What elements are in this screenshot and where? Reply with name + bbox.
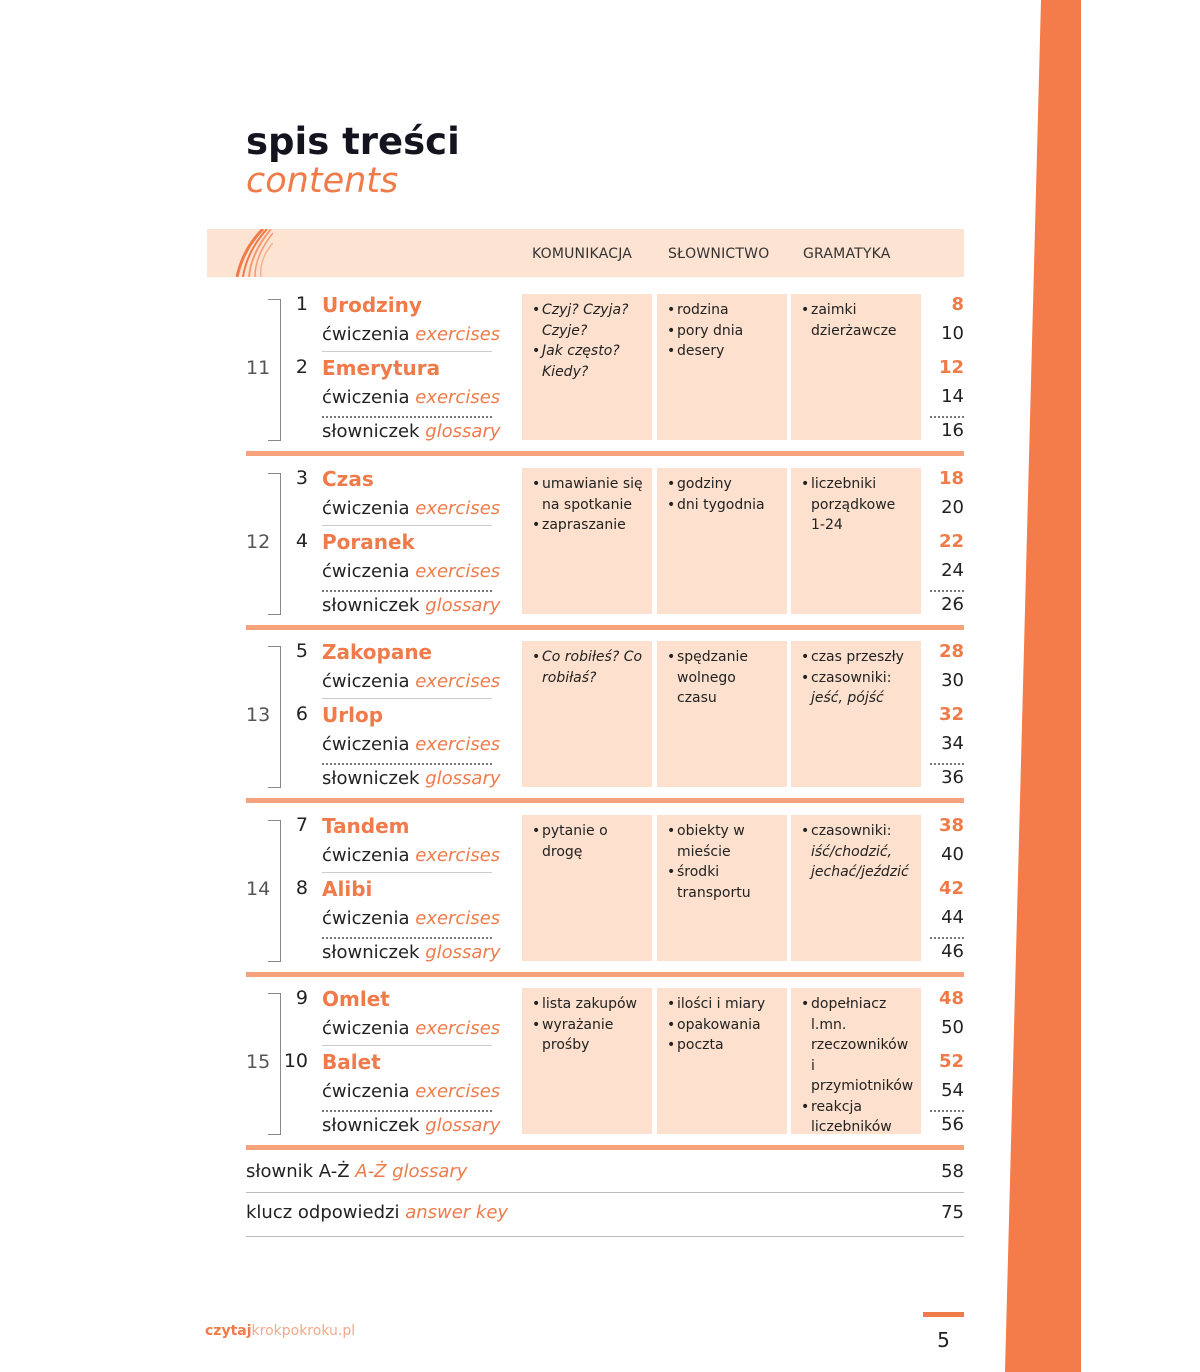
lesson-page-number: 48 [938, 988, 964, 1009]
footer-page-number: 5 [937, 1328, 950, 1352]
lesson-number: 7 [295, 814, 308, 836]
lesson-title[interactable]: Zakopane [322, 640, 433, 664]
bullet-item [667, 300, 779, 321]
bullet-text: godziny [677, 476, 732, 492]
lesson-page-number: 22 [938, 531, 964, 552]
exercises-label-en: exercises [415, 498, 501, 519]
column-header-komunikacja: KOMUNIKACJA [532, 246, 633, 262]
exercises-label-pl: ćwiczenia [322, 498, 410, 519]
lesson-page-number: 28 [938, 641, 964, 662]
slownictwo-box [657, 988, 787, 1134]
bullet-item [801, 994, 913, 1097]
dotted-divider [930, 763, 964, 765]
footer-accent-bar [923, 1312, 964, 1317]
dotted-divider [322, 416, 492, 418]
bullet-item [532, 821, 644, 862]
bullet-text: rodzina [677, 302, 729, 318]
bullet-text: liczebniki porządkowe 1-24 [811, 476, 896, 533]
komunikacja-box [522, 468, 652, 614]
exercises-page-number: 40 [941, 844, 964, 865]
exercises-link[interactable] [322, 908, 500, 929]
unit-separator [246, 1145, 964, 1150]
page-title: spis treści [246, 120, 460, 163]
lesson-title[interactable]: Poranek [322, 530, 415, 554]
bullet-text: ilości i miary [677, 996, 766, 1012]
glossary-link[interactable] [322, 595, 501, 616]
lesson-page-number: 52 [938, 1051, 964, 1072]
divider [322, 698, 492, 699]
exercises-link[interactable] [322, 734, 500, 755]
komunikacja-box [522, 641, 652, 787]
lesson-page-number: 42 [938, 878, 964, 899]
gramatyka-box [791, 988, 921, 1134]
glossary-label-en: glossary [425, 1115, 501, 1136]
bullet-item [532, 515, 644, 536]
slownictwo-box [657, 815, 787, 961]
toc-row-label: słownik A-Ż [246, 1161, 350, 1182]
exercises-label-en: exercises [415, 1018, 501, 1039]
bullet-text: dni tygodnia [677, 496, 765, 513]
exercises-label-pl: ćwiczenia [322, 324, 410, 345]
unit-block [246, 985, 964, 1145]
bullet-item [801, 821, 913, 883]
slownictwo-box [657, 468, 787, 614]
page-number: 75 [941, 1202, 964, 1223]
glossary-label-en: glossary [425, 595, 501, 616]
bullet-text: zapraszanie [542, 517, 626, 533]
dotted-divider [322, 937, 492, 939]
exercises-page-number: 50 [941, 1017, 964, 1038]
lesson-title[interactable]: Urodziny [322, 293, 422, 317]
lesson-page-number: 32 [938, 704, 964, 725]
column-header-slownictwo: SŁOWNICTWO [668, 246, 770, 262]
exercises-label-en: exercises [415, 324, 501, 345]
exercises-link[interactable] [322, 561, 500, 582]
glossary-page-number: 36 [941, 767, 964, 788]
divider [322, 525, 492, 526]
bullet-text: poczta [677, 1037, 724, 1053]
lesson-page-number: 38 [938, 815, 964, 836]
bullet-extra: jeść, pójść [811, 690, 884, 706]
lesson-number: 9 [295, 987, 308, 1009]
lesson-number: 4 [295, 530, 308, 552]
toc-row-label-en: A-Ż glossary [355, 1161, 468, 1182]
exercises-label-pl: ćwiczenia [322, 845, 410, 866]
bullet-item [532, 300, 644, 341]
glossary-label-en: glossary [425, 768, 501, 789]
dotted-divider [930, 1110, 964, 1112]
bullet-item [667, 1035, 779, 1056]
page-subtitle: contents [246, 161, 399, 201]
bullet-text: czasowniki: [811, 823, 892, 839]
bullet-item [667, 495, 779, 516]
glossary-label-pl: słowniczek [322, 768, 420, 789]
glossary-label-pl: słowniczek [322, 1115, 420, 1136]
exercises-label-en: exercises [415, 1081, 501, 1102]
gramatyka-box [791, 294, 921, 440]
glossary-link[interactable] [322, 768, 501, 789]
slownictwo-box [657, 294, 787, 440]
bullet-text: czasowniki: [811, 669, 892, 686]
exercises-link[interactable] [322, 324, 500, 345]
bullet-text: Co robiłeś? Co robiłaś? [542, 649, 643, 686]
footer-site-rest: krokpokroku.pl [251, 1323, 356, 1339]
bullet-item [801, 300, 913, 341]
exercises-label-en: exercises [415, 908, 501, 929]
exercises-label-en: exercises [415, 671, 501, 692]
bullet-extra: iść/chodzić, jechać/jeździć [811, 843, 909, 880]
bullet-item [667, 1015, 779, 1036]
exercises-link[interactable] [322, 1018, 500, 1039]
glossary-label-pl: słowniczek [322, 421, 420, 442]
bullet-text: Czyj? Czyja? Czyje? [542, 302, 629, 339]
unit-separator [246, 451, 964, 456]
bullet-item [667, 341, 779, 362]
divider [322, 872, 492, 873]
toc-row-dictionary[interactable] [246, 1161, 964, 1182]
bullet-text: Jak często? Kiedy? [542, 343, 620, 380]
bullet-text: opakowania [677, 1016, 761, 1033]
bullet-item [532, 341, 644, 382]
exercises-page-number: 44 [941, 907, 964, 928]
toc-row-answer-key[interactable] [246, 1202, 964, 1223]
bullet-item [532, 647, 644, 688]
bullet-text: reakcja liczebników [811, 1098, 892, 1135]
exercises-label-pl: ćwiczenia [322, 734, 410, 755]
lesson-number: 8 [295, 877, 308, 899]
dotted-divider [322, 590, 492, 592]
toc-row-label-en: answer key [405, 1202, 509, 1223]
glossary-page-number: 26 [941, 594, 964, 615]
bullet-item [667, 862, 779, 903]
week-number: 11 [246, 357, 271, 379]
divider [322, 351, 492, 352]
exercises-page-number: 20 [941, 497, 964, 518]
brush-stroke-decoration [233, 229, 273, 277]
glossary-link[interactable] [322, 421, 501, 442]
bullet-text: czas przeszły [811, 649, 904, 665]
exercises-page-number: 34 [941, 733, 964, 754]
glossary-label-en: glossary [425, 421, 501, 442]
bullet-item [532, 474, 644, 515]
lesson-title[interactable]: Omlet [322, 987, 390, 1011]
bullet-item [532, 994, 644, 1015]
lesson-title[interactable]: Urlop [322, 703, 384, 727]
bullet-text: spędzanie wolnego czasu [677, 649, 748, 706]
exercises-page-number: 10 [941, 323, 964, 344]
exercises-link[interactable] [322, 498, 500, 519]
exercises-label-en: exercises [415, 845, 501, 866]
exercises-page-number: 24 [941, 560, 964, 581]
exercises-label-pl: ćwiczenia [322, 908, 410, 929]
bullet-item [667, 474, 779, 495]
bullet-text: lista zakupów [542, 996, 637, 1012]
lesson-number: 2 [295, 356, 308, 378]
exercises-label-en: exercises [415, 387, 501, 408]
exercises-label-pl: ćwiczenia [322, 671, 410, 692]
bullet-item [801, 474, 913, 536]
exercises-link[interactable] [322, 1081, 500, 1102]
glossary-label-en: glossary [425, 942, 501, 963]
glossary-page-number: 56 [941, 1114, 964, 1135]
glossary-label-pl: słowniczek [322, 595, 420, 616]
exercises-label-en: exercises [415, 561, 501, 582]
bullet-text: desery [677, 343, 725, 359]
exercises-link[interactable] [322, 387, 500, 408]
bullet-item [667, 821, 779, 862]
exercises-label-en: exercises [415, 734, 501, 755]
unit-separator [246, 972, 964, 977]
unit-block [246, 291, 964, 451]
dotted-divider [930, 937, 964, 939]
gramatyka-box [791, 815, 921, 961]
glossary-link[interactable] [322, 942, 501, 963]
gramatyka-box [791, 641, 921, 787]
bullet-text: pory dnia [677, 322, 744, 339]
lesson-page-number: 8 [951, 294, 964, 315]
week-number: 14 [246, 878, 271, 900]
komunikacja-box [522, 815, 652, 961]
exercises-label-pl: ćwiczenia [322, 1018, 410, 1039]
bullet-item [801, 647, 913, 668]
exercises-link[interactable] [322, 845, 500, 866]
exercises-page-number: 14 [941, 386, 964, 407]
divider [246, 1192, 964, 1193]
week-number: 13 [246, 704, 271, 726]
bullet-text: umawianie się na spotkanie [542, 476, 643, 513]
page-number: 58 [941, 1161, 964, 1182]
bullet-item [801, 668, 913, 709]
exercises-label-pl: ćwiczenia [322, 561, 410, 582]
slownictwo-box [657, 641, 787, 787]
week-number: 12 [246, 531, 271, 553]
lesson-number: 1 [295, 293, 308, 315]
exercises-page-number: 30 [941, 670, 964, 691]
lesson-page-number: 18 [938, 468, 964, 489]
exercises-page-number: 54 [941, 1080, 964, 1101]
bullet-text: zaimki dzierżawcze [811, 302, 897, 339]
dotted-divider [930, 416, 964, 418]
dotted-divider [930, 590, 964, 592]
lesson-title[interactable]: Tandem [322, 814, 410, 838]
lesson-title[interactable]: Alibi [322, 877, 373, 901]
gramatyka-box [791, 468, 921, 614]
komunikacja-box [522, 294, 652, 440]
lesson-title[interactable]: Emerytura [322, 356, 441, 380]
footer-website [205, 1323, 355, 1339]
lesson-number: 5 [295, 640, 308, 662]
week-number: 15 [246, 1051, 271, 1073]
bullet-item [667, 321, 779, 342]
unit-block [246, 812, 964, 972]
bullet-text: wyrażanie prośby [542, 1016, 614, 1053]
dotted-divider [322, 763, 492, 765]
lesson-title[interactable]: Czas [322, 467, 374, 491]
exercises-label-pl: ćwiczenia [322, 387, 410, 408]
orange-side-band [1005, 0, 1081, 1372]
footer-site-bold: czytaj [205, 1323, 252, 1339]
komunikacja-box [522, 988, 652, 1134]
divider [322, 1045, 492, 1046]
divider [246, 1236, 964, 1237]
glossary-page-number: 16 [941, 420, 964, 441]
glossary-label-pl: słowniczek [322, 942, 420, 963]
lesson-title[interactable]: Balet [322, 1050, 381, 1074]
bullet-item [667, 994, 779, 1015]
dotted-divider [322, 1110, 492, 1112]
glossary-link[interactable] [322, 1115, 501, 1136]
bullet-text: środki transportu [677, 864, 751, 901]
lesson-number: 10 [283, 1050, 308, 1072]
exercises-link[interactable] [322, 671, 500, 692]
glossary-page-number: 46 [941, 941, 964, 962]
unit-separator [246, 625, 964, 630]
bullet-text: pytanie o drogę [542, 823, 608, 860]
bullet-text: obiekty w mieście [677, 823, 745, 860]
unit-separator [246, 798, 964, 803]
unit-block [246, 638, 964, 798]
column-header-gramatyka: GRAMATYKA [803, 246, 891, 262]
lesson-number: 3 [295, 467, 308, 489]
toc-row-label: klucz odpowiedzi [246, 1202, 400, 1223]
exercises-label-pl: ćwiczenia [322, 1081, 410, 1102]
lesson-number: 6 [295, 703, 308, 725]
bullet-item [801, 1097, 913, 1138]
lesson-page-number: 12 [938, 357, 964, 378]
bullet-item [532, 1015, 644, 1056]
bullet-item [667, 647, 779, 709]
unit-block [246, 465, 964, 625]
bullet-text: dopełniacz l.mn. rzeczowników i przymiotników [811, 996, 914, 1094]
